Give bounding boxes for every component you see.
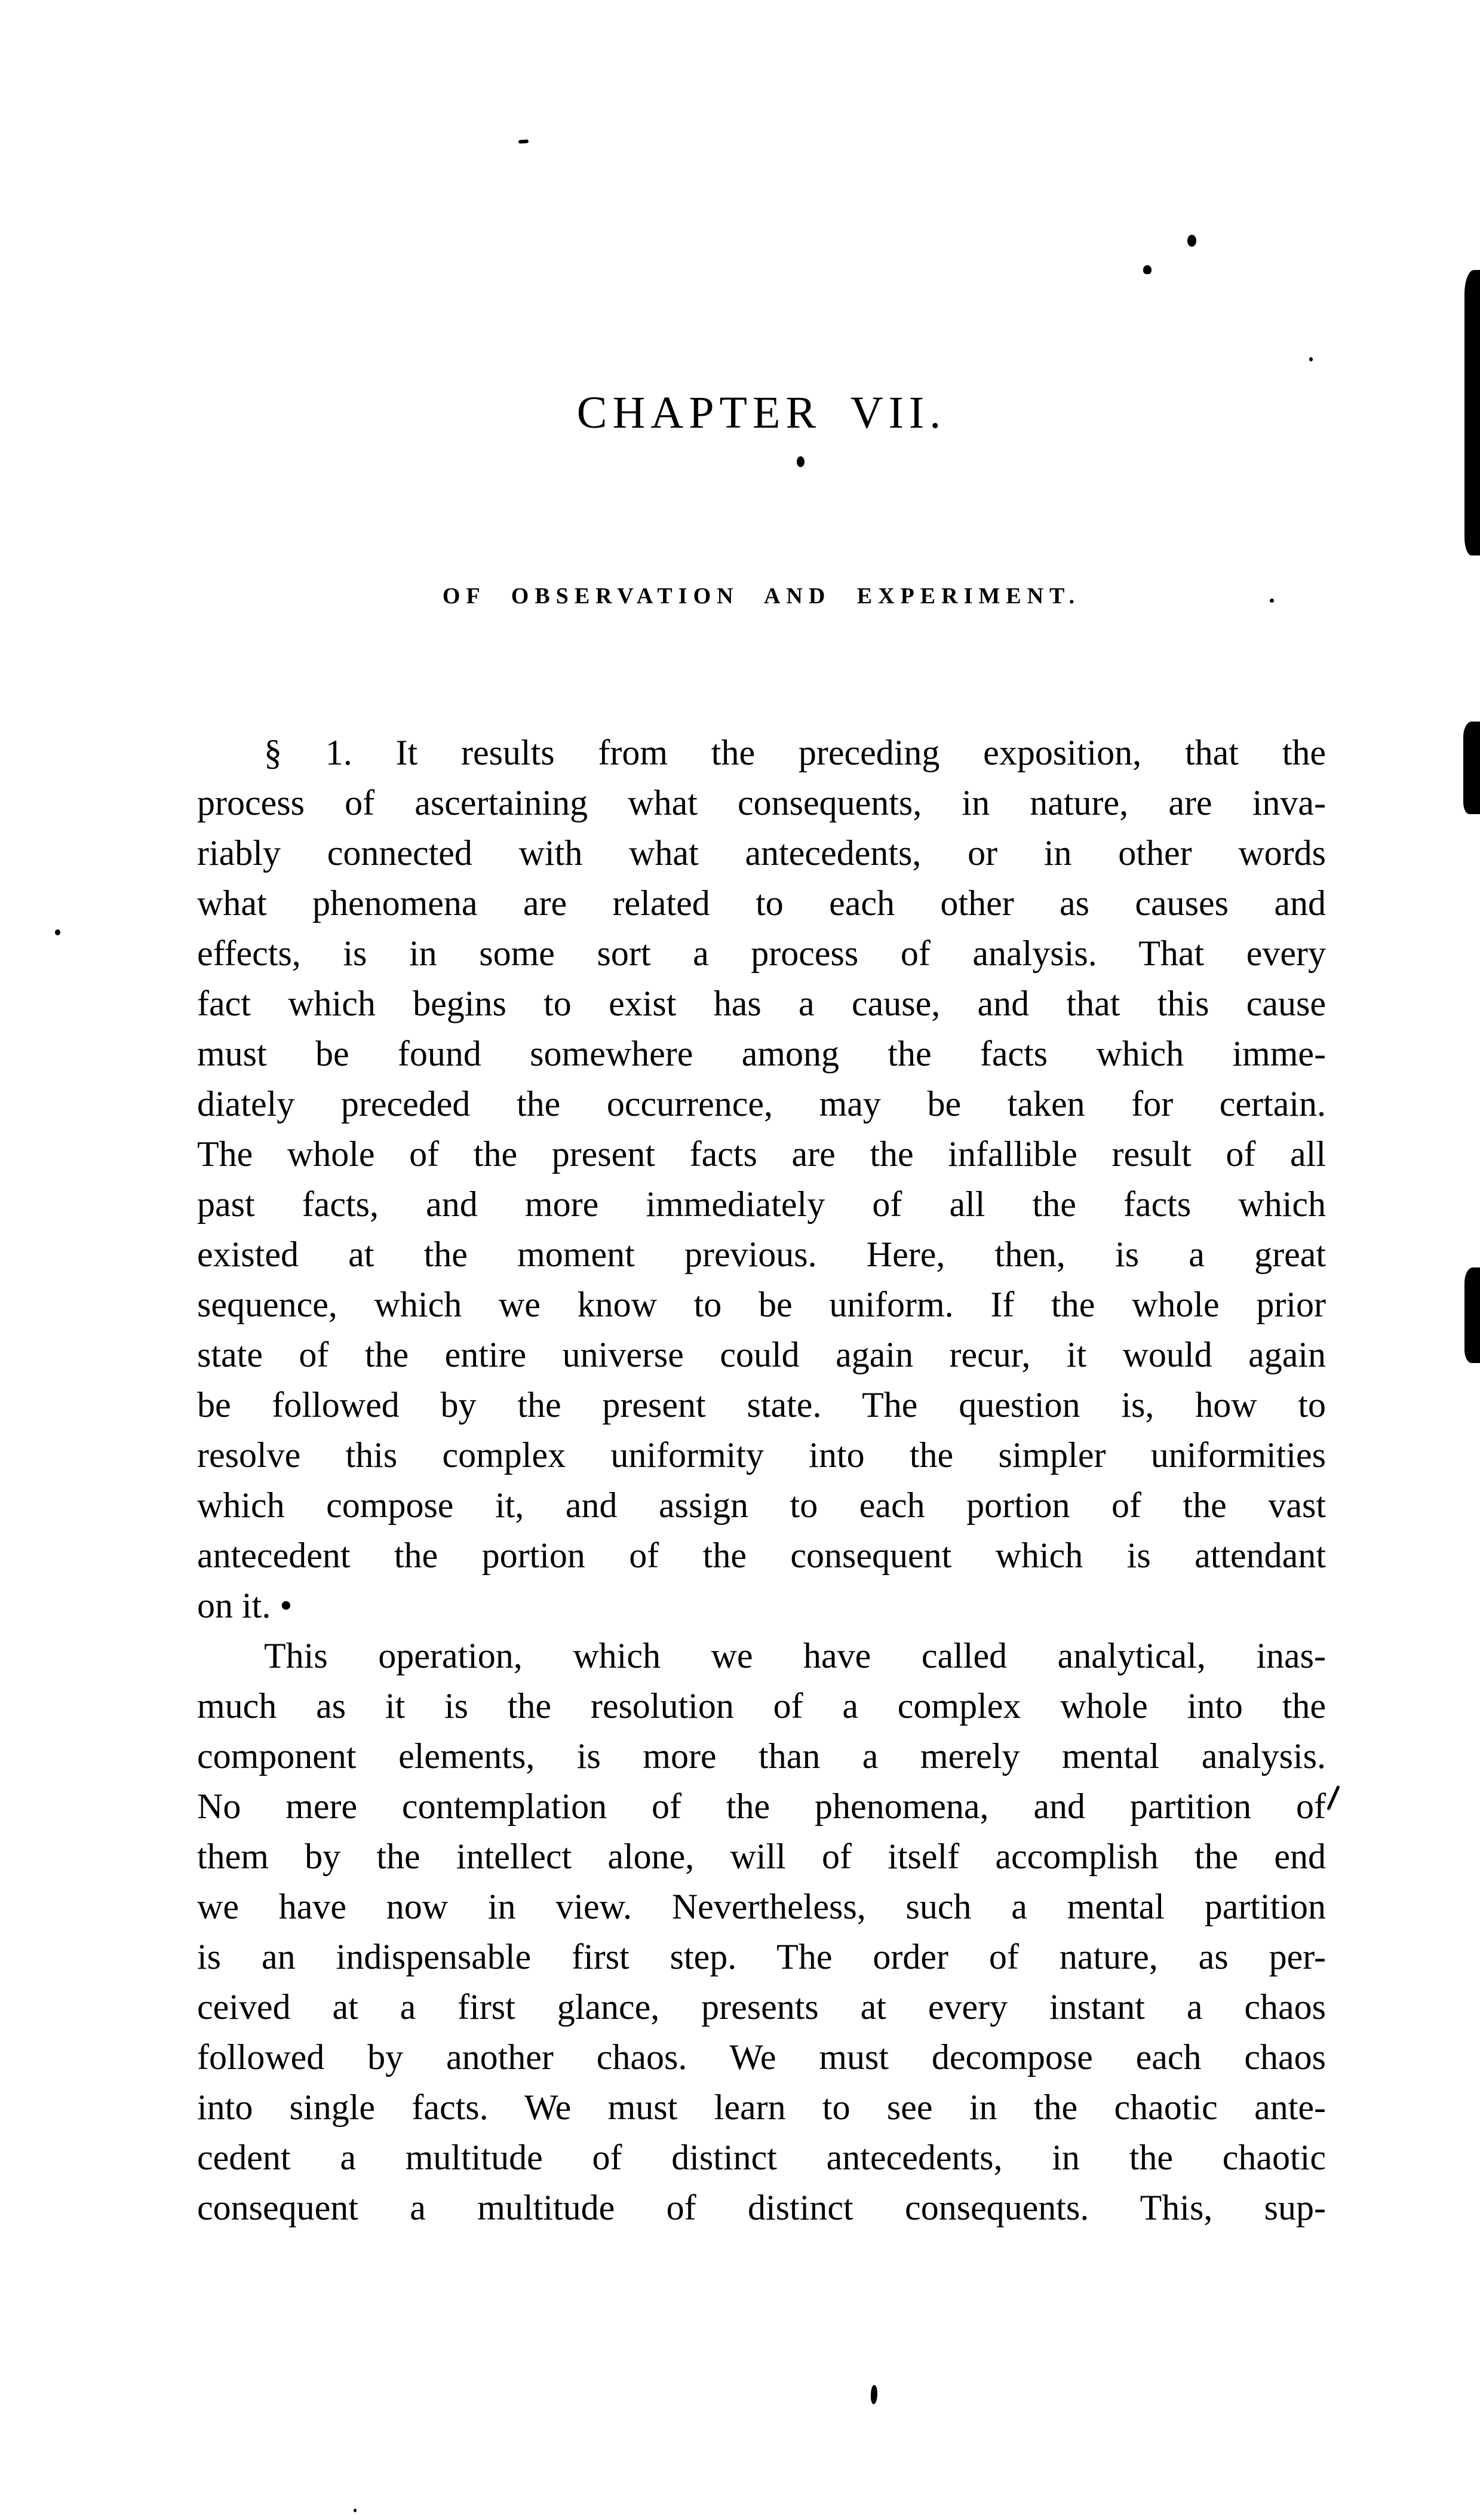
text-line: The whole of the present facts are the infallible result of all (197, 1134, 1326, 1174)
text-line: followed by another chaos. We must decompose each chaos (197, 2037, 1326, 2077)
body-text-column (197, 728, 1326, 2233)
text-line: is an indispensable first step. The order of nature, as per- (197, 1937, 1326, 1976)
ink-dot-artifact (1143, 265, 1152, 274)
text-line: we have now in view. Nevertheless, such a mental partition (197, 1887, 1326, 1926)
bottom-speck-artifact (354, 2509, 357, 2512)
text-line: be followed by the present state. The question is, how to (197, 1385, 1326, 1425)
text-line: ceived at a first glance, presents at every instant a chaos (197, 1987, 1326, 2027)
text-line: component elements, is more than a merely mental analysis. (197, 1736, 1326, 1776)
text-line: them by the intellect alone, will of itself accomplish the end (197, 1837, 1326, 1876)
ink-speck-artifact (1309, 357, 1313, 361)
text-line-with-footnote-mark: on it. • (197, 1586, 293, 1625)
text-line: diately preceded the occurrence, may be taken for certain. (197, 1084, 1326, 1124)
text-line: No mere contemplation of the phenomena, and partition of (197, 1787, 1326, 1826)
section-heading: OF OBSERVATION AND EXPERIMENT. (442, 584, 1081, 609)
text-line: This operation, which we have called analytical, inas- (264, 1636, 1326, 1675)
top-dash-mark-artifact (518, 139, 529, 143)
text-line: § 1. It results from the preceding exposition, that the (264, 733, 1326, 772)
text-line: consequent a multitude of distinct consequents. This, sup- (197, 2188, 1326, 2227)
text-line: much as it is the resolution of a complex whole into the (197, 1686, 1326, 1726)
text-line: must be found somewhere among the facts which imme- (197, 1034, 1326, 1073)
ink-dot-artifact (1187, 235, 1196, 247)
text-line: riably connected with what antecedents, or in other words (197, 833, 1326, 873)
text-line: antecedent the portion of the consequent which is attendant (197, 1536, 1326, 1575)
text-line: which compose it, and assign to each portion of the vast (197, 1485, 1326, 1525)
paragraph (197, 728, 1326, 1631)
dot-under-title-artifact (797, 456, 805, 467)
paragraph (197, 1631, 1326, 2233)
text-line: into single facts. We must learn to see in the chaotic ante- (197, 2088, 1326, 2127)
right-edge-scan-bar-artifact (1464, 1267, 1480, 1363)
bottom-ink-mark-artifact (870, 2385, 878, 2405)
text-line: sequence, which we know to be uniform. If the whole prior (197, 1285, 1326, 1324)
text-line: fact which begins to exist has a cause, and that this cause (197, 984, 1326, 1023)
left-margin-dot-artifact (55, 929, 60, 935)
right-edge-scan-bar-artifact (1464, 270, 1480, 555)
right-margin-squiggle-artifact (1327, 1785, 1340, 1810)
text-line: resolve this complex uniformity into the simpler uniformities (197, 1435, 1326, 1475)
text-line: what phenomena are related to each other as causes and (197, 883, 1326, 923)
ink-dot-artifact (1270, 598, 1274, 603)
text-line: effects, is in some sort a process of analysis. That every (197, 934, 1326, 973)
text-line: process of ascertaining what consequents, in nature, are inva- (197, 783, 1326, 822)
text-line: existed at the moment previous. Here, then, is a great (197, 1235, 1326, 1274)
text-line: cedent a multitude of distinct antecedents, in the chaotic (197, 2138, 1326, 2177)
text-line: state of the entire universe could again recur, it would again (197, 1335, 1326, 1374)
chapter-heading: CHAPTER VII. (576, 388, 947, 438)
text-line: past facts, and more immediately of all the facts which (197, 1184, 1326, 1224)
right-edge-scan-bar-artifact (1463, 722, 1480, 814)
